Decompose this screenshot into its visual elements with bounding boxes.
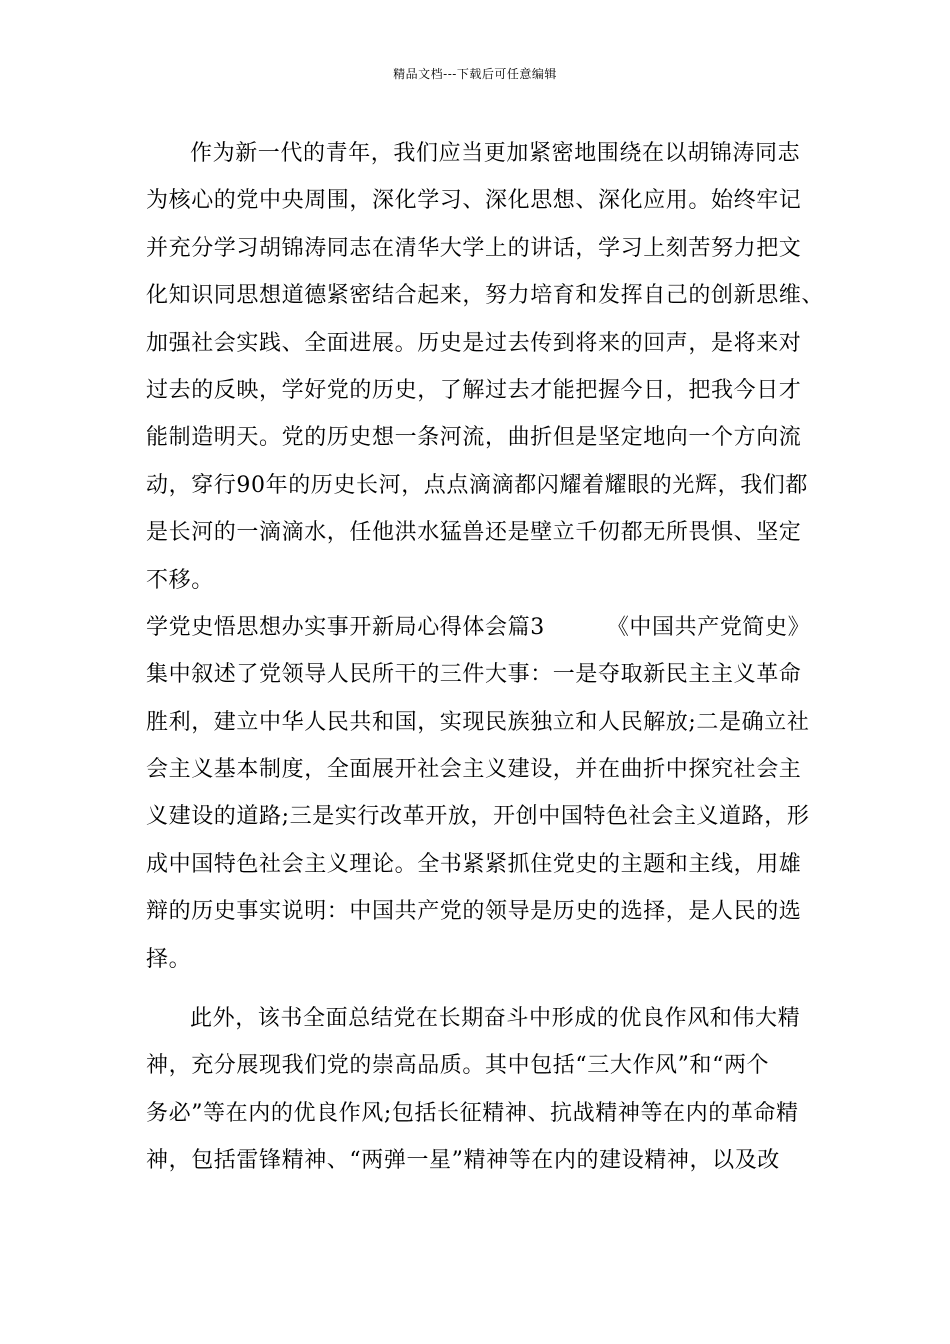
text-line: 辩的历史事实说明：中国共产党的领导是历史的选择，是人民的选	[146, 899, 802, 925]
text-line: 作为新一代的青年，我们应当更加紧密地围绕在以胡锦涛同志	[190, 141, 801, 166]
section-heading: 学党史悟思想办实事开新局心得体会篇3	[146, 614, 545, 640]
text-line: 成中国特色社会主义理论。全书紧紧抓住党史的主题和主线，用雄	[146, 851, 802, 877]
text-line: 胜利，建立中华人民共和国，实现民族独立和人民解放;二是确立社	[146, 709, 810, 735]
book-title: 《中国共产党简史》	[606, 614, 811, 640]
text-line: 能制造明天。党的历史想一条河流，曲折但是坚定地向一个方向流	[146, 425, 802, 451]
paragraph-3	[146, 995, 824, 1185]
text-line: 是长河的一滴滴水，任他洪水猛兽还是壁立千仞都无所畏惧、坚定	[146, 520, 802, 546]
document-body	[146, 130, 824, 1185]
text-line: 为核心的党中央周围，深化学习、深化思想、深化应用。始终牢记	[146, 188, 802, 214]
text-line: 化知识同思想道德紧密结合起来，努力培育和发挥自己的创新思维、	[146, 283, 825, 309]
paragraph-1	[146, 130, 824, 604]
text-line: 神，充分展现我们党的崇高品质。其中包括“三大作风”和“两个	[146, 1053, 770, 1079]
text-line: 不移。	[146, 567, 214, 593]
page-header: 精品文档---下载后可任意编辑	[393, 67, 557, 81]
text-line: 择。	[146, 946, 192, 972]
text-line: 会主义基本制度，全面展开社会主义建设，并在曲折中探究社会主	[146, 757, 802, 783]
text-line: 此外，该书全面总结党在长期奋斗中形成的优良作风和伟大精	[190, 1006, 801, 1032]
text-line: 加强社会实践、全面进展。历史是过去传到将来的回声，是将来对	[146, 330, 802, 356]
section-heading-line	[146, 604, 824, 651]
text-line: 神，包括雷锋精神、“两弹一星”精神等在内的建设精神，以及改	[146, 1148, 780, 1174]
section-3	[146, 604, 824, 983]
text-line: 过去的反映，学好党的历史，了解过去才能把握今日，把我今日才	[146, 377, 802, 403]
text-line: 集中叙述了党领导人民所干的三件大事：一是夺取新民主主义革命	[146, 662, 802, 688]
text-line: 务必”等在内的优良作风;包括长征精神、抗战精神等在内的革命精	[146, 1100, 799, 1126]
text-line: 动，穿行90年的历史长河，点点滴滴都闪耀着耀眼的光辉，我们都	[146, 472, 808, 498]
paragraph-spacer	[146, 983, 824, 995]
text-line: 并充分学习胡锦涛同志在清华大学上的讲话，学习上刻苦努力把文	[146, 235, 802, 261]
text-line: 义建设的道路;三是实行改革开放，开创中国特色社会主义道路，形	[146, 804, 810, 830]
